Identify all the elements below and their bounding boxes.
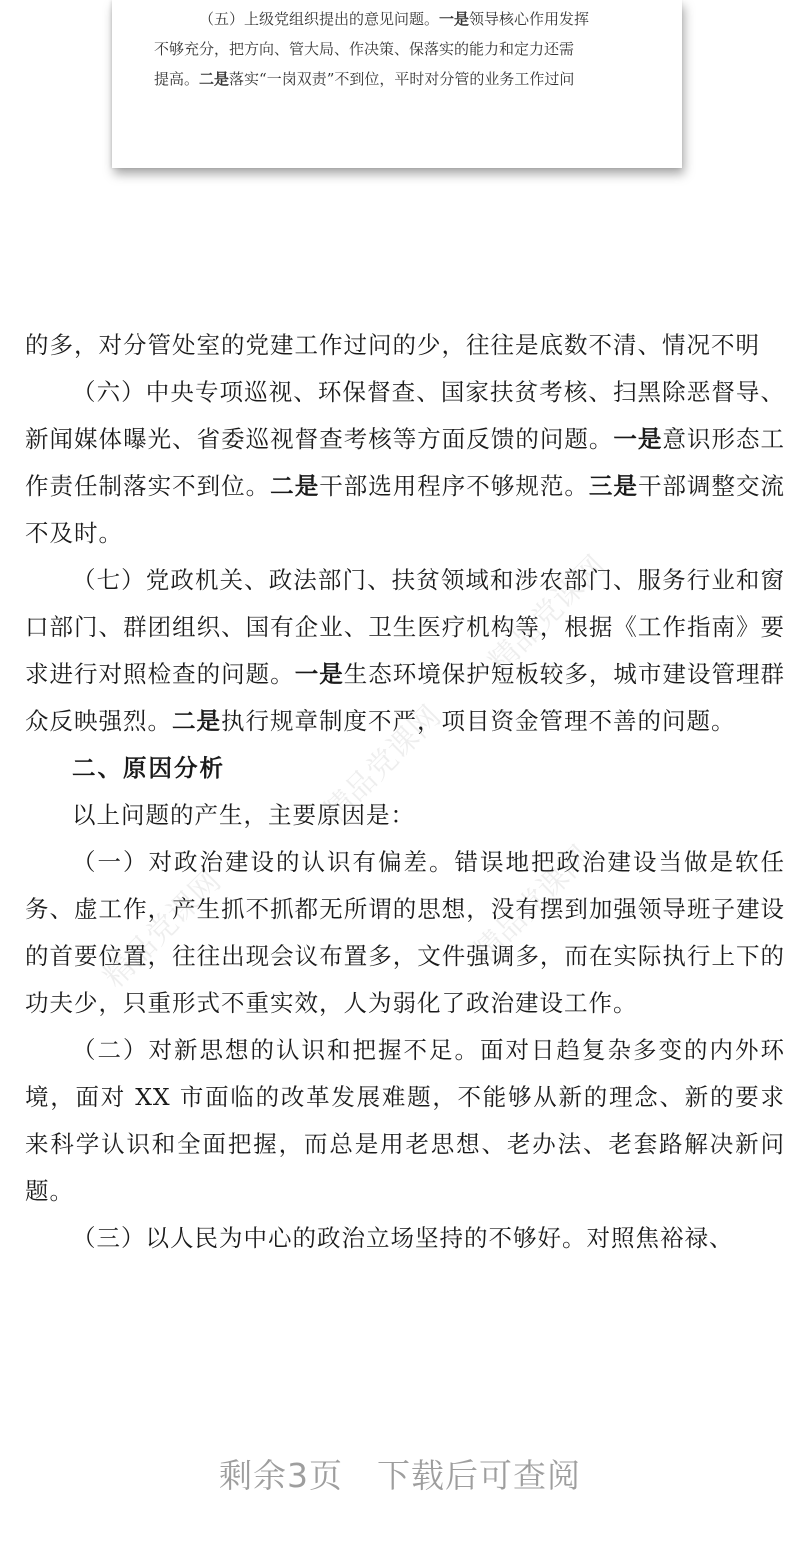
preview-line-3: 提高。二是落实“一岗双责”不到位，平时对分管的业务工作过问: [154, 70, 575, 88]
intro-paragraph: 以上问题的产生，主要原因是：: [72, 801, 415, 829]
reason-two: （二）对新思想的认识和把握不足。面对日趋复杂多变的内外环境，面对 XX 市面临的改革发展难题，不能够从新的理念、新的要求来科学认识和全面把握，而总是用老思想、老办法、老套路解决新问题。: [25, 1036, 785, 1205]
reason-three: （三）以人民为中心的政治立场坚持的不够好。对照焦裕禄、: [72, 1224, 734, 1252]
watermark: 精品党课网: [97, 864, 228, 995]
paragraph-seven: （七）党政机关、政法部门、扶贫领域和涉农部门、服务行业和窗口部门、群团组织、国有企业、卫生医疗机构等，根据《工作指南》要求进行对照检查的问题。一是生态环境保护短板较多，城市建设管理群众反映强烈。二是执行规章制度不严，项目资金管理不善的问题。: [25, 566, 786, 735]
watermark: 精品党课网: [482, 549, 613, 680]
preview-page-card: [112, 0, 682, 168]
watermark: 精品党课网: [317, 699, 448, 830]
remaining-pages-label: 剩余3页: [219, 1456, 343, 1495]
paragraph-continued: 的多，对分管处室的党建工作过问的少，往往是底数不清、情况不明: [25, 331, 760, 359]
download-to-view-label[interactable]: 下载后可查阅: [377, 1456, 581, 1495]
watermark: 精品党课网: [467, 839, 598, 970]
preview-paragraph: （五）上级党组织提出的意见问题。一是领导核心作用发挥: [199, 10, 590, 28]
reason-one: （一）对政治建设的认识有偏差。错误地把政治建设当做是软任务、虚工作，产生抓不抓都无所谓的思想，没有摆到加强领导班子建设的首要位置，往往出现会议布置多，文件强调多，而在实际执行上下的功夫少，只重形式不重实效，人为弱化了政治建设工作。: [25, 848, 785, 1017]
preview-line-2: 不够充分，把方向、管大局、作决策、保落实的能力和定力还需: [154, 40, 575, 58]
document-body: [25, 322, 785, 1262]
section-heading: 二、原因分析: [72, 754, 225, 782]
paragraph-six: （六）中央专项巡视、环保督查、国家扶贫考核、扫黑除恶督导、新闻媒体曝光、省委巡视督查考核等方面反馈的问题。一是意识形态工作责任制落实不到位。二是干部选用程序不够规范。三是干部调整交流不及时。: [25, 378, 786, 547]
download-prompt[interactable]: [0, 1450, 800, 1497]
